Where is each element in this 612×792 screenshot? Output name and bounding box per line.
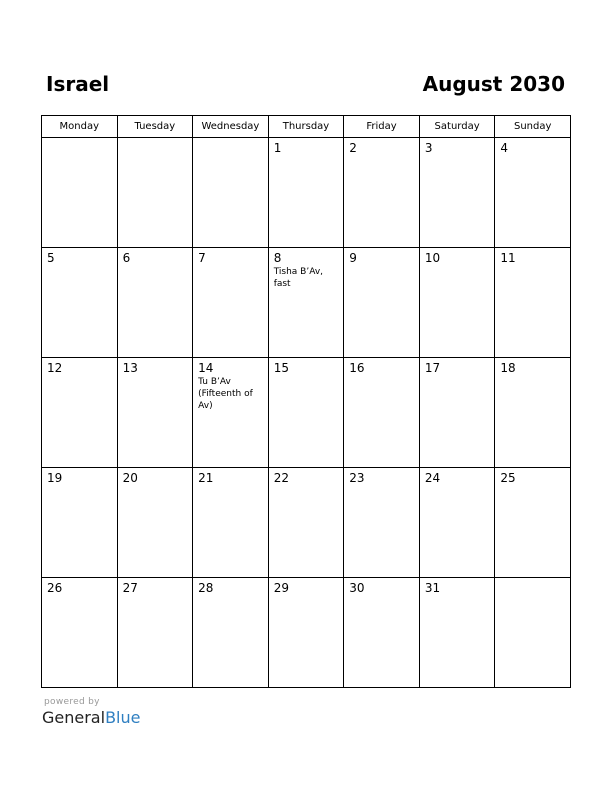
weekday-friday: Friday: [344, 116, 420, 138]
day-number: 30: [349, 581, 365, 595]
day-number: 28: [198, 581, 214, 595]
week-row: [42, 358, 571, 468]
day-cell: [495, 578, 571, 688]
day-cell: [344, 138, 420, 248]
day-event: Tu B’Av (Fifteenth of Av): [198, 377, 253, 411]
day-cell: [495, 138, 571, 248]
day-cell: [419, 578, 495, 688]
weekday-tuesday: Tuesday: [117, 116, 193, 138]
day-cell: [42, 248, 118, 358]
day-cell: [268, 358, 344, 468]
day-number: 22: [273, 471, 289, 485]
day-number: 13: [122, 361, 138, 375]
weekday-saturday: Saturday: [419, 116, 495, 138]
day-cell: [344, 578, 420, 688]
day-number: 25: [500, 471, 516, 485]
day-cell: [495, 358, 571, 468]
weekday-wednesday: Wednesday: [193, 116, 269, 138]
day-cell: [268, 248, 344, 358]
day-number: 8: [273, 251, 282, 265]
week-row: [42, 138, 571, 248]
week-row: [42, 248, 571, 358]
weekday-sunday: Sunday: [495, 116, 571, 138]
day-number: 20: [122, 471, 138, 485]
brand-name-general: General: [42, 708, 106, 727]
week-row: [42, 578, 571, 688]
calendar-title-month: August 2030: [422, 72, 565, 96]
day-cell: [268, 578, 344, 688]
brand-logo[interactable]: [42, 708, 140, 727]
day-number: 11: [500, 251, 516, 265]
day-number: 16: [349, 361, 365, 375]
day-number: 7: [198, 251, 206, 265]
day-number: 9: [349, 251, 357, 265]
day-number: 3: [424, 141, 433, 155]
day-cell: [193, 138, 269, 248]
day-cell: [193, 468, 269, 578]
day-cell: [419, 468, 495, 578]
day-number: 23: [349, 471, 365, 485]
day-cell: [344, 358, 420, 468]
day-cell: [268, 468, 344, 578]
week-row: [42, 468, 571, 578]
day-cell: [117, 578, 193, 688]
weekday-header-row: [42, 116, 571, 138]
day-number: 1: [273, 141, 282, 155]
brand-name-blue: Blue: [105, 708, 141, 727]
day-number: 26: [47, 581, 63, 595]
day-number: 18: [500, 361, 516, 375]
day-cell: [419, 248, 495, 358]
weekday-thursday: Thursday: [268, 116, 344, 138]
day-cell: [117, 138, 193, 248]
day-number: 15: [273, 361, 289, 375]
day-number: 29: [273, 581, 289, 595]
day-number: 10: [424, 251, 441, 265]
day-event: Tisha B’Av, fast: [273, 267, 324, 289]
calendar-grid: [41, 115, 571, 688]
day-number: 5: [47, 251, 55, 265]
day-number: 4: [500, 141, 509, 155]
day-number: 27: [122, 581, 138, 595]
day-cell: [42, 138, 118, 248]
day-cell: [419, 358, 495, 468]
day-number: 12: [47, 361, 63, 375]
day-cell: [42, 468, 118, 578]
day-cell: [495, 248, 571, 358]
day-number: 2: [349, 141, 357, 155]
day-cell: [42, 578, 118, 688]
day-cell: [344, 248, 420, 358]
day-number: 31: [424, 581, 441, 595]
day-number: 14: [198, 361, 214, 375]
day-number: 6: [122, 251, 131, 265]
day-number: 19: [47, 471, 63, 485]
day-cell: [193, 358, 269, 468]
day-cell: [117, 248, 193, 358]
calendar-title-country: Israel: [46, 72, 110, 96]
powered-by-label: powered by: [44, 697, 100, 707]
day-number: 24: [424, 471, 441, 485]
day-number: 21: [198, 471, 214, 485]
day-cell: [117, 358, 193, 468]
day-cell: [117, 468, 193, 578]
day-cell: [268, 138, 344, 248]
day-cell: [344, 468, 420, 578]
day-cell: [42, 358, 118, 468]
day-cell: [419, 138, 495, 248]
day-cell: [193, 578, 269, 688]
day-cell: [193, 248, 269, 358]
day-cell: [495, 468, 571, 578]
day-number: 17: [424, 361, 441, 375]
weekday-monday: Monday: [42, 116, 118, 138]
